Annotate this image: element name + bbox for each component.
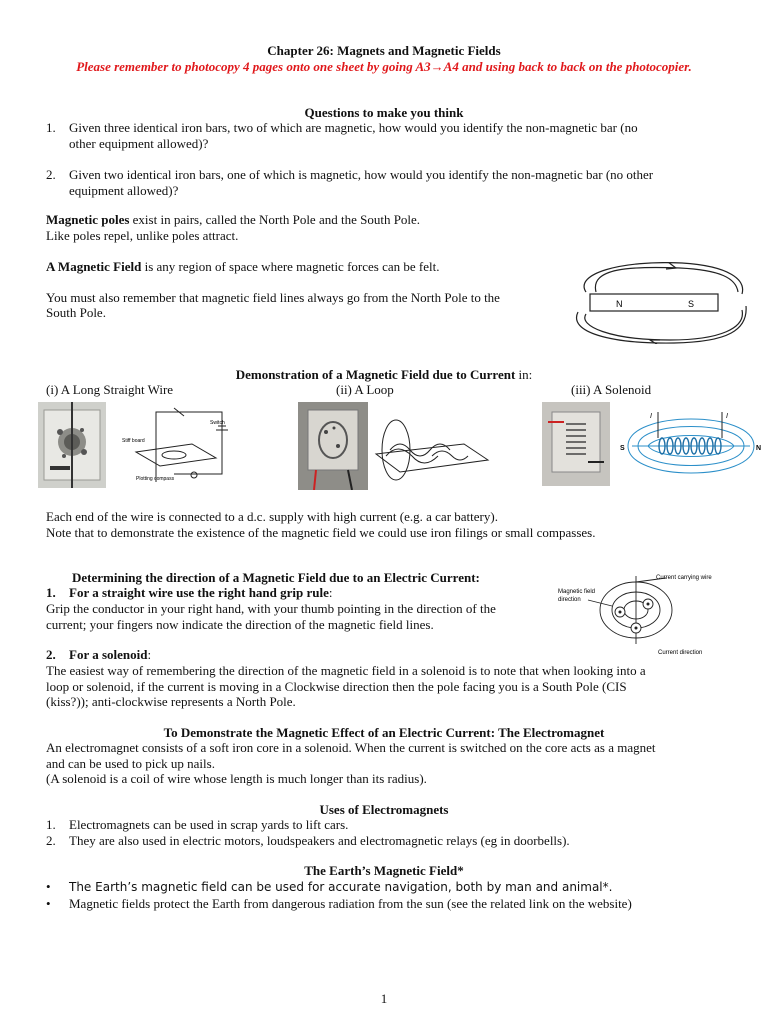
solenoid-rule-line-1: The easiest way of remembering the direction of the magnetic field in a solenoid is to note that when looking into a [46,663,646,678]
demo-note-1: Each end of the wire is connected to a d.c. supply with high current (e.g. a car battery). [46,509,498,524]
stiff-board-label: Stiff board [122,438,145,444]
electromagnet-line-2: and can be used to pick up nails. [46,756,215,771]
grip-rule-line-1: Grip the conductor in your right hand, with your thumb pointing in the direction of the [46,601,496,616]
uses-text: Electromagnets can be used in scrap yards to lift cars. [69,817,349,832]
photocopy-note: Please remember to photocopy 4 pages onto one sheet by going A3→A4 and using back to back on the photocopier. [76,59,692,74]
earth-bullet-text: Magnetic fields protect the Earth from dangerous radiation from the sun (see the related link on the website) [69,896,632,911]
question-number: 1. [46,120,56,135]
switch-label: Switch [210,420,225,426]
uses-number: 1. [46,817,56,832]
bar-magnet [590,294,718,311]
field-remember-line2: South Pole. [46,305,106,320]
poles-paragraph [46,212,420,228]
questions-heading: Questions to make you think [304,105,464,120]
current-carrying-wire-label: Current carrying wire [656,575,712,581]
straight-wire-photo [38,402,106,488]
demo-heading-rest: in: [515,367,533,382]
field-definition [46,259,439,275]
field-direction-label-1: Magnetic field [558,589,596,595]
question-text-cont: equipment allowed)? [69,183,179,198]
right-hand-grip-diagram [556,570,756,660]
poles-rule: Like poles repel, unlike poles attract. [46,228,239,243]
field-remember-line1: You must also remember that magnetic field lines always go from the North Pole to the [46,290,500,305]
solenoid-rule-title: For a solenoid [69,647,148,662]
direction-heading: Determining the direction of a Magnetic Field due to an Electric Current: [72,570,480,585]
solenoid-field-diagram [618,404,764,486]
electromagnet-heading: To Demonstrate the Magnetic Effect of an Electric Current: The Electromagnet [163,725,605,740]
earth-heading: The Earth’s Magnetic Field* [304,863,464,878]
loop-photo [298,402,368,490]
solenoid-n-label: N [756,445,762,452]
grip-rule-line-2: current; your fingers now indicate the direction of the magnetic field lines. [46,617,434,632]
chapter-title: Chapter 26: Magnets and Magnetic Fields [267,43,501,58]
solenoid-photo [542,402,610,486]
plotting-compass-label: Plotting compass [136,476,175,482]
south-pole-label: S [688,299,695,309]
north-pole-label: N [616,299,623,309]
earth-bullet-text: The Earth’s magnetic field can be used for accurate navigation, both by man and animal*. [69,880,613,894]
demo-label-loop: (ii) A Loop [336,382,394,397]
solenoid-rule-line-2: loop or solenoid, if the current is moving in a Clockwise direction then the pole facing you is a South Pole (CIS [46,679,627,694]
bullet-icon: • [46,879,51,894]
electromagnet-line-3: (A solenoid is a coil of wire whose length is much longer than its radius). [46,771,427,786]
straight-wire-circuit-diagram [112,404,240,486]
direction-item-title [69,647,151,663]
question-text-cont: other equipment allowed)? [69,136,209,151]
direction-item-number: 1. [46,585,56,600]
colon: : [147,647,152,662]
question-number: 2. [46,167,56,182]
field-definition-text: is any region of space where magnetic forces can be felt. [141,259,440,274]
demo-heading [0,367,768,383]
demo-heading-bold: Demonstration of a Magnetic Field due to Current [235,367,516,382]
field-direction-label-2: direction [558,597,581,603]
demo-note-2: Note that to demonstrate the existence of the magnetic field we could use iron filings or small compasses. [46,525,596,540]
solenoid-rule-line-3: (kiss?)); anti-clockwise represents a North Pole. [46,694,296,709]
uses-text: They are also used in electric motors, loudspeakers and electromagnetic relays (eg in doorbells). [69,833,570,848]
bar-magnet-field-diagram [570,262,748,344]
loop-field-diagram [372,410,490,484]
current-i-label-left: I [650,413,652,420]
right-hand-grip-rule: For a straight wire use the right hand grip rule [69,585,329,600]
question-text: Given two identical iron bars, one of which is magnetic, how would you identify the non-magnetic bar (no other [69,167,654,182]
uses-number: 2. [46,833,56,848]
demo-label-solenoid: (iii) A Solenoid [571,382,652,397]
question-text: Given three identical iron bars, two of which are magnetic, how would you identify the non-magnetic bar (no [69,120,638,135]
page-number: 1 [380,991,388,1006]
colon: : [328,585,333,600]
electromagnet-line-1: An electromagnet consists of a soft iron core in a solenoid. When the current is switched on the core acts as a magnet [46,740,656,755]
direction-item-number: 2. [46,647,56,662]
poles-definition: exist in pairs, called the North Pole and the South Pole. [129,212,421,227]
poles-term: Magnetic poles [46,212,130,227]
demo-label-wire: (i) A Long Straight Wire [46,382,174,397]
solenoid-s-label: S [620,445,625,452]
current-i-label-right: I [726,413,728,420]
current-direction-label: Current direction [658,650,703,656]
field-term: A Magnetic Field [46,259,142,274]
direction-item-title [69,585,333,601]
uses-heading: Uses of Electromagnets [319,802,449,817]
bullet-icon: • [46,896,51,911]
